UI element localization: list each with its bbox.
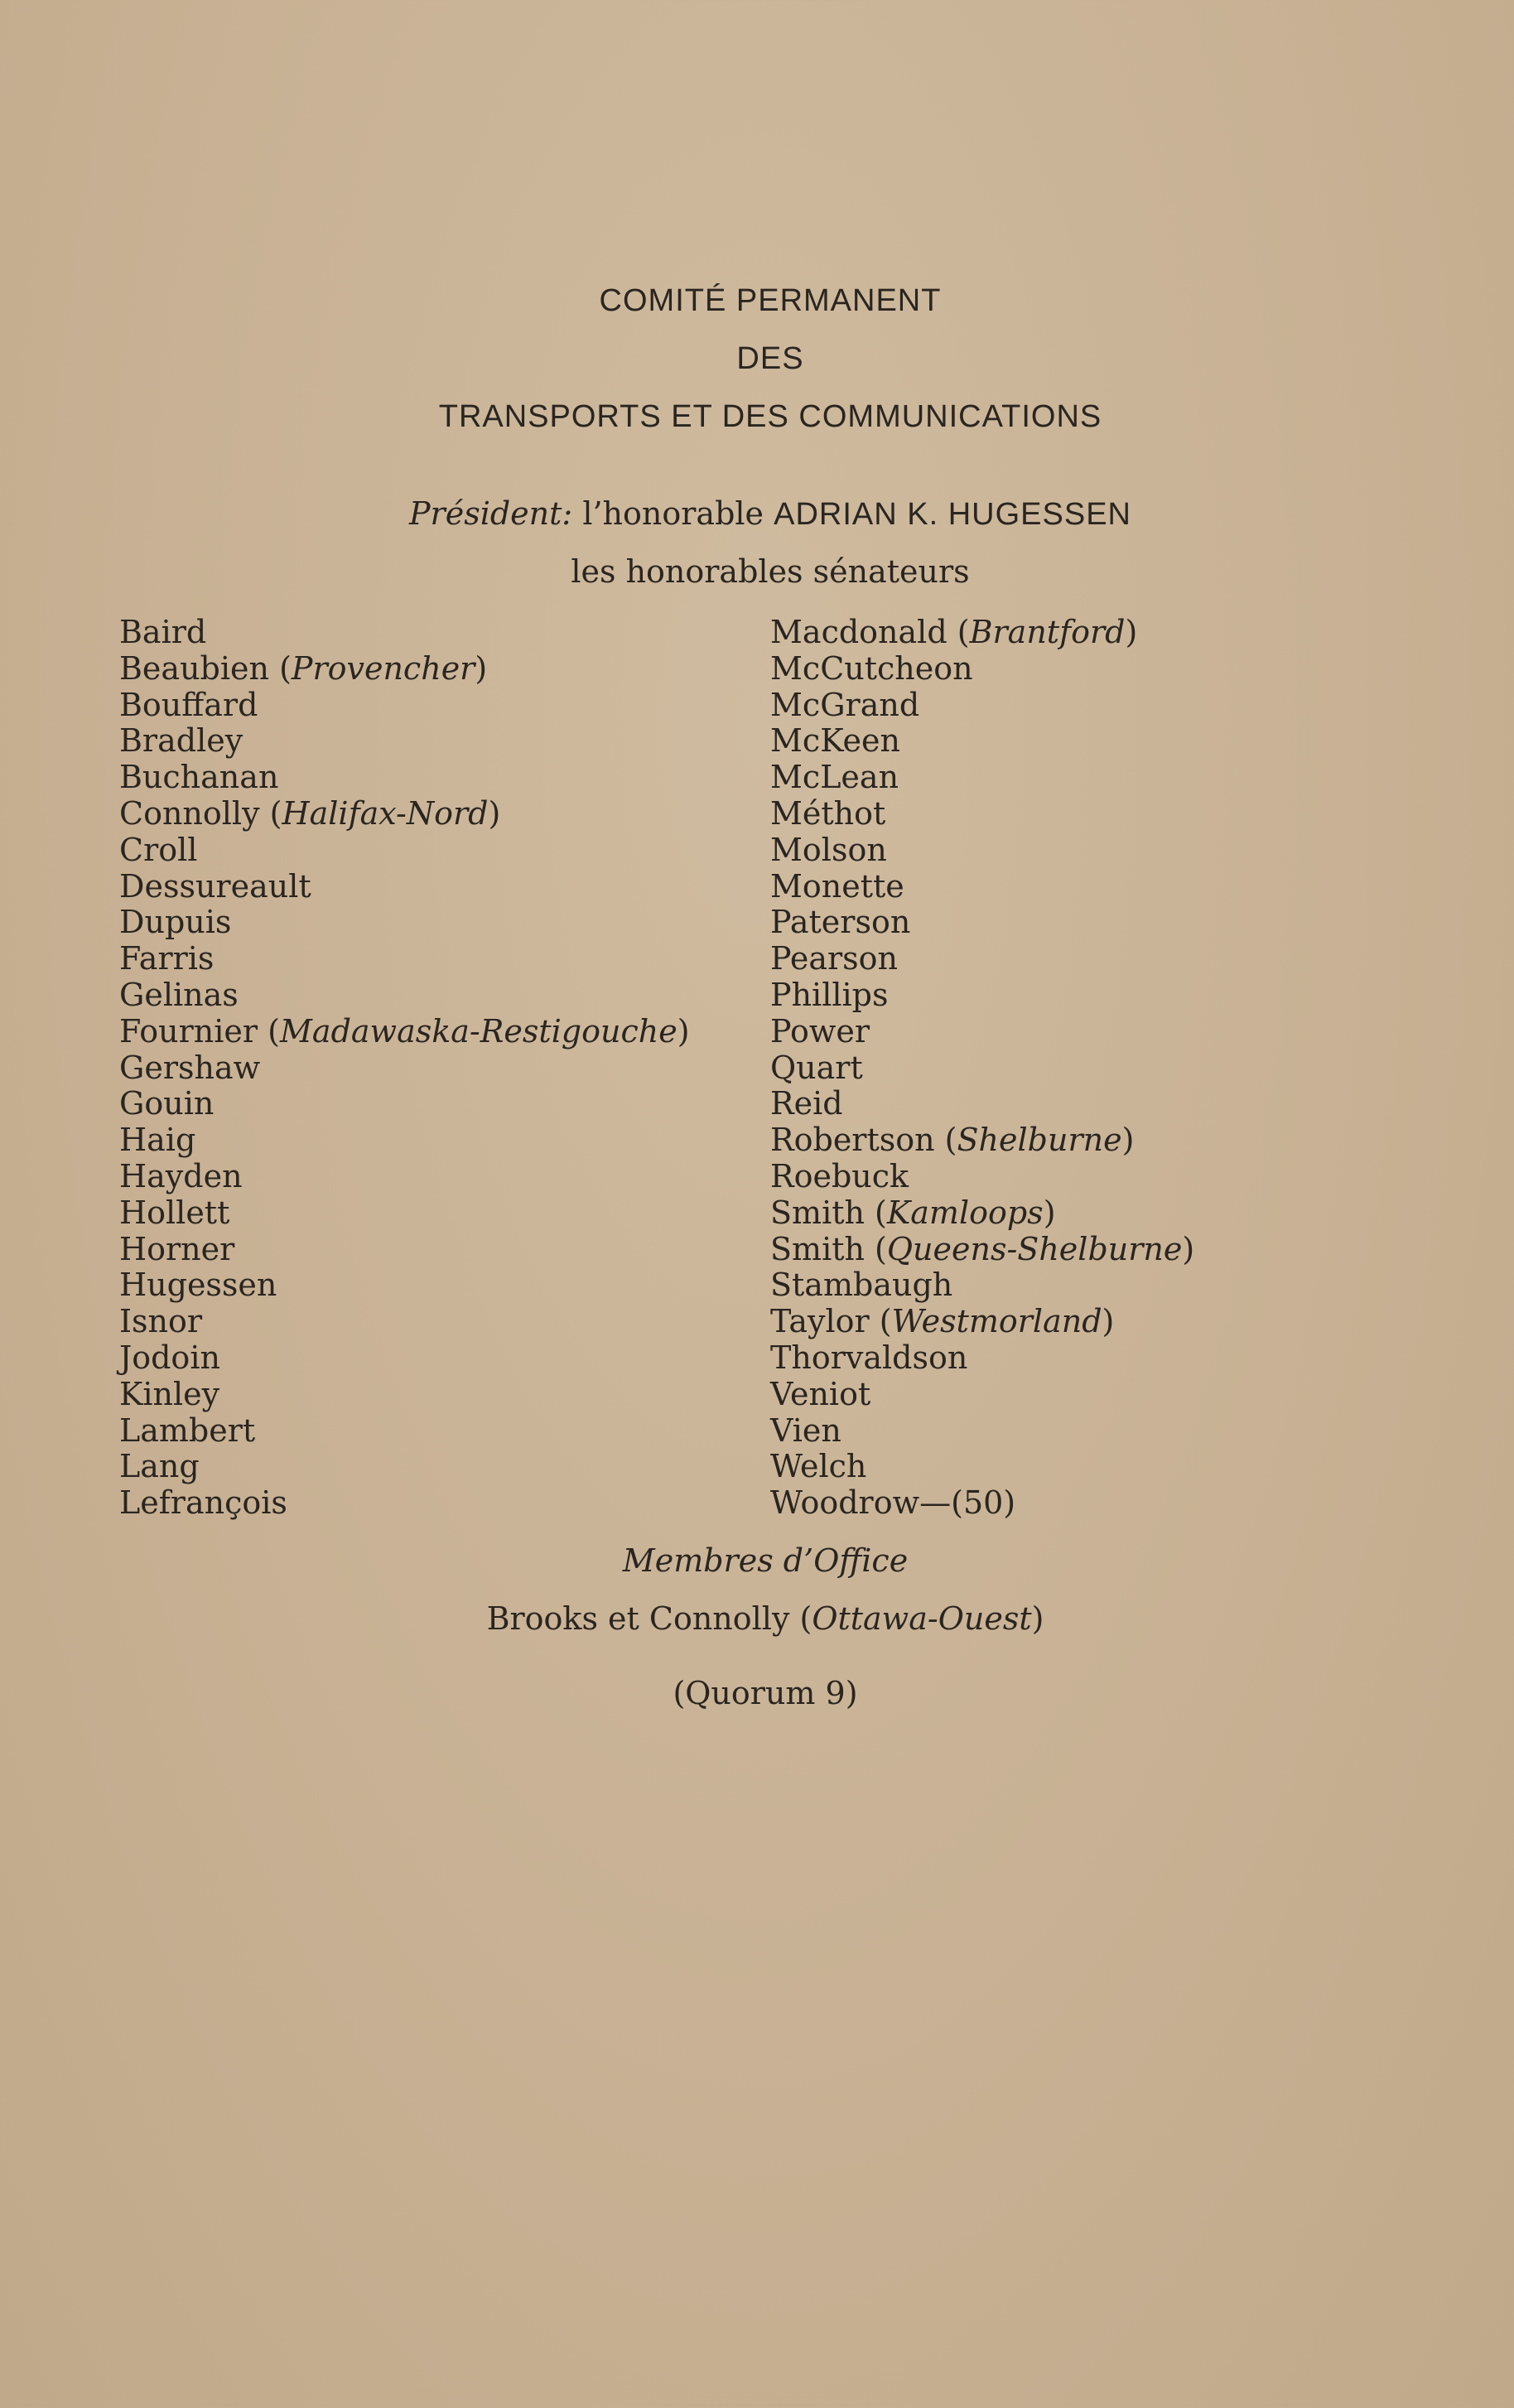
president-label: Président:	[408, 495, 573, 532]
committee-title-line1: COMITÉ PERMANENT	[599, 283, 942, 318]
senator-entry	[119, 905, 690, 941]
senator-name: McGrand	[770, 686, 920, 723]
senator-entry	[770, 688, 1194, 724]
senator-name: Gouin	[119, 1085, 215, 1122]
senator-entry	[770, 651, 1194, 688]
senator-name: Fournier	[119, 1012, 258, 1050]
senator-entry	[119, 1159, 690, 1195]
senator-entry: Macdonald (Brantford)	[770, 614, 1138, 650]
senators-subtitle: les honorables sénateurs	[571, 553, 970, 590]
senator-riding: Kamloops	[886, 1194, 1044, 1231]
senator-entry	[770, 1377, 1194, 1413]
senator-name: Isnor	[119, 1303, 203, 1340]
senator-name: Thorvaldson	[770, 1339, 968, 1376]
senator-entry	[119, 1050, 690, 1087]
senator-name: Phillips	[770, 976, 889, 1013]
quorum: (Quorum 9)	[673, 1675, 858, 1711]
senator-entry	[119, 1267, 690, 1304]
senator-entry	[119, 688, 690, 724]
senator-name: Smith	[770, 1194, 865, 1231]
senator-name: Vien	[770, 1412, 841, 1449]
president-honorific: l’honorable	[582, 495, 764, 532]
senator-name: Pearson	[770, 940, 899, 977]
senator-entry	[770, 905, 1194, 941]
senator-entry	[119, 1232, 690, 1268]
senator-name: Quart	[770, 1049, 863, 1086]
senators-left-column	[119, 615, 690, 1522]
senator-name: McLean	[770, 759, 899, 796]
senator-entry: Fournier (Madawaska-Restigouche)	[119, 1012, 690, 1050]
senator-riding: Shelburne	[957, 1122, 1122, 1159]
senator-name: Méthot	[770, 794, 886, 832]
senator-name: Veniot	[770, 1375, 871, 1412]
senator-entry	[119, 1122, 690, 1159]
senator-name: Beaubien	[119, 649, 269, 687]
senator-name: Lang	[119, 1448, 200, 1485]
senator-name: Smith	[770, 1230, 865, 1267]
senator-entry	[770, 1267, 1194, 1304]
ex-officio-riding: Ottawa-Ouest	[812, 1600, 1032, 1637]
senator-name: Robertson	[770, 1122, 935, 1159]
senator-entry	[770, 1449, 1194, 1485]
senator-name: Gelinas	[119, 976, 239, 1013]
senator-entry: Beaubien (Provencher)	[119, 649, 488, 687]
senator-entry	[770, 723, 1194, 760]
senator-name: Molson	[770, 831, 887, 868]
senator-name: Hollett	[119, 1194, 230, 1231]
senator-name: Taylor	[770, 1303, 870, 1340]
senator-entry	[119, 615, 690, 651]
senator-name: Macdonald	[770, 614, 947, 650]
senator-name: Lefrançois	[119, 1484, 287, 1522]
senator-riding: Queens-Shelburne	[886, 1230, 1183, 1267]
senator-name: Connolly	[119, 794, 260, 832]
senator-name: Monette	[770, 867, 904, 905]
senator-name: Woodrow—(50)	[770, 1484, 1016, 1522]
ex-officio-names: Brooks et Connolly	[486, 1600, 790, 1637]
senator-entry	[119, 760, 690, 796]
senator-name: Haig	[119, 1122, 196, 1159]
senator-name: McCutcheon	[770, 649, 973, 687]
senator-entry	[119, 1340, 690, 1377]
committee-title-line3: TRANSPORTS ET DES COMMUNICATIONS	[438, 399, 1102, 434]
senator-entry: Robertson (Shelburne)	[770, 1122, 1135, 1159]
senator-entry	[770, 869, 1194, 905]
senator-name: Gershaw	[119, 1049, 261, 1086]
senator-entry	[770, 1413, 1194, 1450]
senator-entry	[119, 1195, 690, 1232]
senator-riding: Halifax-Nord	[282, 794, 489, 832]
senator-name: Farris	[119, 940, 215, 977]
senator-entry	[119, 1449, 690, 1485]
senator-name: Power	[770, 1012, 870, 1050]
senator-name: Horner	[119, 1230, 235, 1267]
senator-name: Hugessen	[119, 1267, 277, 1304]
senator-name: Croll	[119, 831, 198, 868]
ex-officio-heading: Membres d’Office	[622, 1542, 909, 1579]
ex-officio-members: Brooks et Connolly (Ottawa-Ouest)	[486, 1600, 1044, 1637]
senator-entry	[119, 723, 690, 760]
senator-name: Reid	[770, 1085, 843, 1122]
senator-entry	[770, 1340, 1194, 1377]
senator-name: Lambert	[119, 1412, 256, 1449]
senator-entry	[119, 1304, 690, 1340]
senator-entry	[770, 1485, 1194, 1522]
senator-riding: Madawaska-Restigouche	[280, 1012, 677, 1050]
senators-right-column	[770, 615, 1194, 1522]
senator-name: Stambaugh	[770, 1267, 953, 1304]
senator-name: Hayden	[119, 1157, 243, 1194]
senator-name: Bradley	[119, 722, 243, 760]
senator-name: Buchanan	[119, 759, 279, 796]
senator-entry: Smith (Kamloops)	[770, 1194, 1056, 1231]
president-name: ADRIAN K. HUGESSEN	[774, 497, 1132, 532]
senator-entry	[770, 832, 1194, 869]
senator-entry: Connolly (Halifax-Nord)	[119, 794, 501, 832]
senator-name: Dessureault	[119, 867, 311, 905]
senator-entry: Smith (Queens-Shelburne)	[770, 1230, 1195, 1267]
senator-name: Roebuck	[770, 1157, 909, 1194]
senator-entry	[119, 832, 690, 869]
senator-entry	[770, 1086, 1194, 1122]
senator-entry	[770, 1014, 1194, 1050]
senator-entry	[119, 1413, 690, 1450]
senator-entry	[119, 1485, 690, 1522]
senator-entry	[119, 941, 690, 977]
senator-name: Paterson	[770, 904, 911, 941]
senator-name: Jodoin	[119, 1339, 220, 1376]
president-line	[0, 495, 1514, 533]
senator-riding: Provencher	[291, 649, 475, 687]
committee-title-line2: DES	[736, 341, 804, 376]
senator-entry	[770, 941, 1194, 977]
senator-entry	[770, 760, 1194, 796]
senator-name: Welch	[770, 1448, 867, 1485]
senator-name: McKeen	[770, 722, 901, 760]
senator-riding: Westmorland	[891, 1303, 1102, 1340]
senator-name: Baird	[119, 614, 207, 650]
senator-entry	[119, 1377, 690, 1413]
senator-entry	[119, 1086, 690, 1122]
senator-entry	[770, 977, 1194, 1014]
senator-riding: Brantford	[969, 614, 1126, 650]
senator-entry	[770, 1050, 1194, 1087]
senator-entry: Taylor (Westmorland)	[770, 1303, 1115, 1340]
senator-name: Bouffard	[119, 686, 258, 723]
senator-name: Dupuis	[119, 904, 232, 941]
senator-name: Kinley	[119, 1375, 220, 1412]
senator-entry	[119, 869, 690, 905]
senator-entry	[770, 796, 1194, 832]
senator-entry	[770, 1159, 1194, 1195]
senator-entry	[119, 977, 690, 1014]
